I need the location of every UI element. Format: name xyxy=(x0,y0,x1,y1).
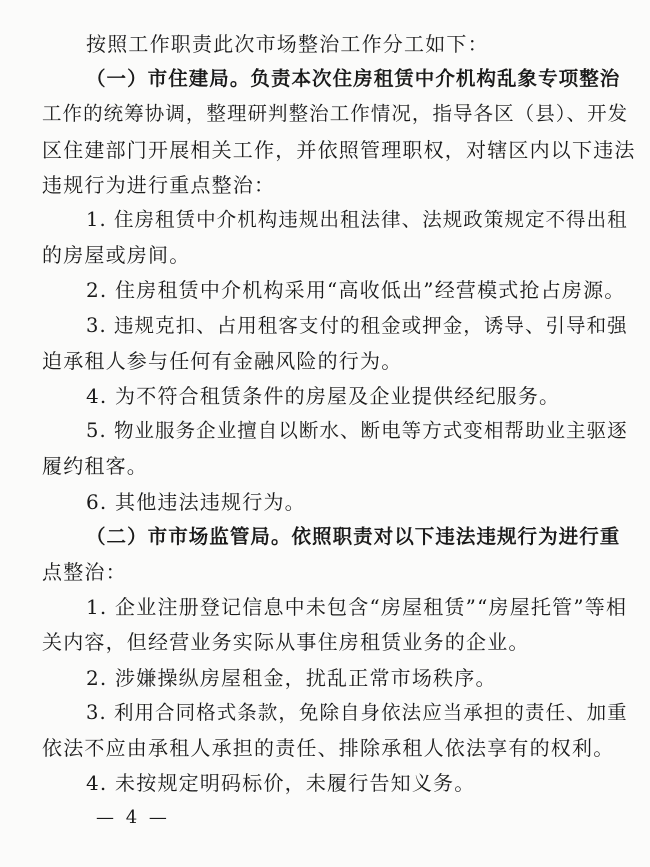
list-item-3: 3. 违规克扣、占用租客支付的租金或押金，诱导、引导和强 xyxy=(86,313,628,337)
section-heading-2: （二）市市场监管局。依照职责对以下违法违规行为进行重 xyxy=(86,524,621,548)
page-number: — 4 — xyxy=(96,807,170,828)
list-item-b4: 4. 未按规定明码标价，未履行告知义务。 xyxy=(86,771,476,796)
intro-line: 按照工作职责此次市场整治工作分工如下： xyxy=(86,32,489,56)
paragraph-line: 点整治： xyxy=(42,560,127,584)
paragraph-line: 迫承租人参与任何有金融风险的行为。 xyxy=(42,348,403,373)
list-item-4: 4. 为不符合租赁条件的房屋及企业提供经纪服务。 xyxy=(86,384,561,408)
list-item-b1: 1. 企业注册登记信息中未包含“房屋租赁”“房屋托管”等相 xyxy=(86,595,628,620)
paragraph-line: 工作的统筹协调，整理研判整治工作情况，指导各区（县）、开发 xyxy=(42,102,629,126)
paragraph-line: 依法不应由承租人承担的责任、排除承租人依法享有的权利。 xyxy=(42,736,615,760)
list-item-2: 2. 住房租赁中介机构采用“高收低出”经营模式抢占房源。 xyxy=(86,278,626,303)
paragraph-line: 的房屋或房间。 xyxy=(42,243,191,268)
paragraph-line: 违规行为进行重点整治： xyxy=(42,172,276,197)
list-item-b2: 2. 涉嫌操纵房屋租金，扰乱正常市场秩序。 xyxy=(86,665,497,690)
list-item-b3: 3. 利用合同格式条款，免除自身依法应当承担的责任、加重 xyxy=(86,700,628,724)
section-heading-1: （一）市住建局。负责本次住房租赁中介机构乱象专项整治 xyxy=(86,67,621,91)
list-item-6: 6. 其他违法违规行为。 xyxy=(86,489,306,514)
list-item-5: 5. 物业服务企业擅自以断水、断电等方式变相帮助业主驱逐 xyxy=(86,419,628,443)
list-item-1: 1. 住房租赁中介机构违规出租法律、法规政策规定不得出租 xyxy=(86,208,628,231)
paragraph-line: 履约租客。 xyxy=(42,454,148,479)
paragraph-line: 关内容，但经营业务实际从事住房租赁业务的企业。 xyxy=(42,630,530,655)
paragraph-line: 区住建部门开展相关工作，并依照管理职权，对辖区内以下违法 xyxy=(42,137,636,162)
